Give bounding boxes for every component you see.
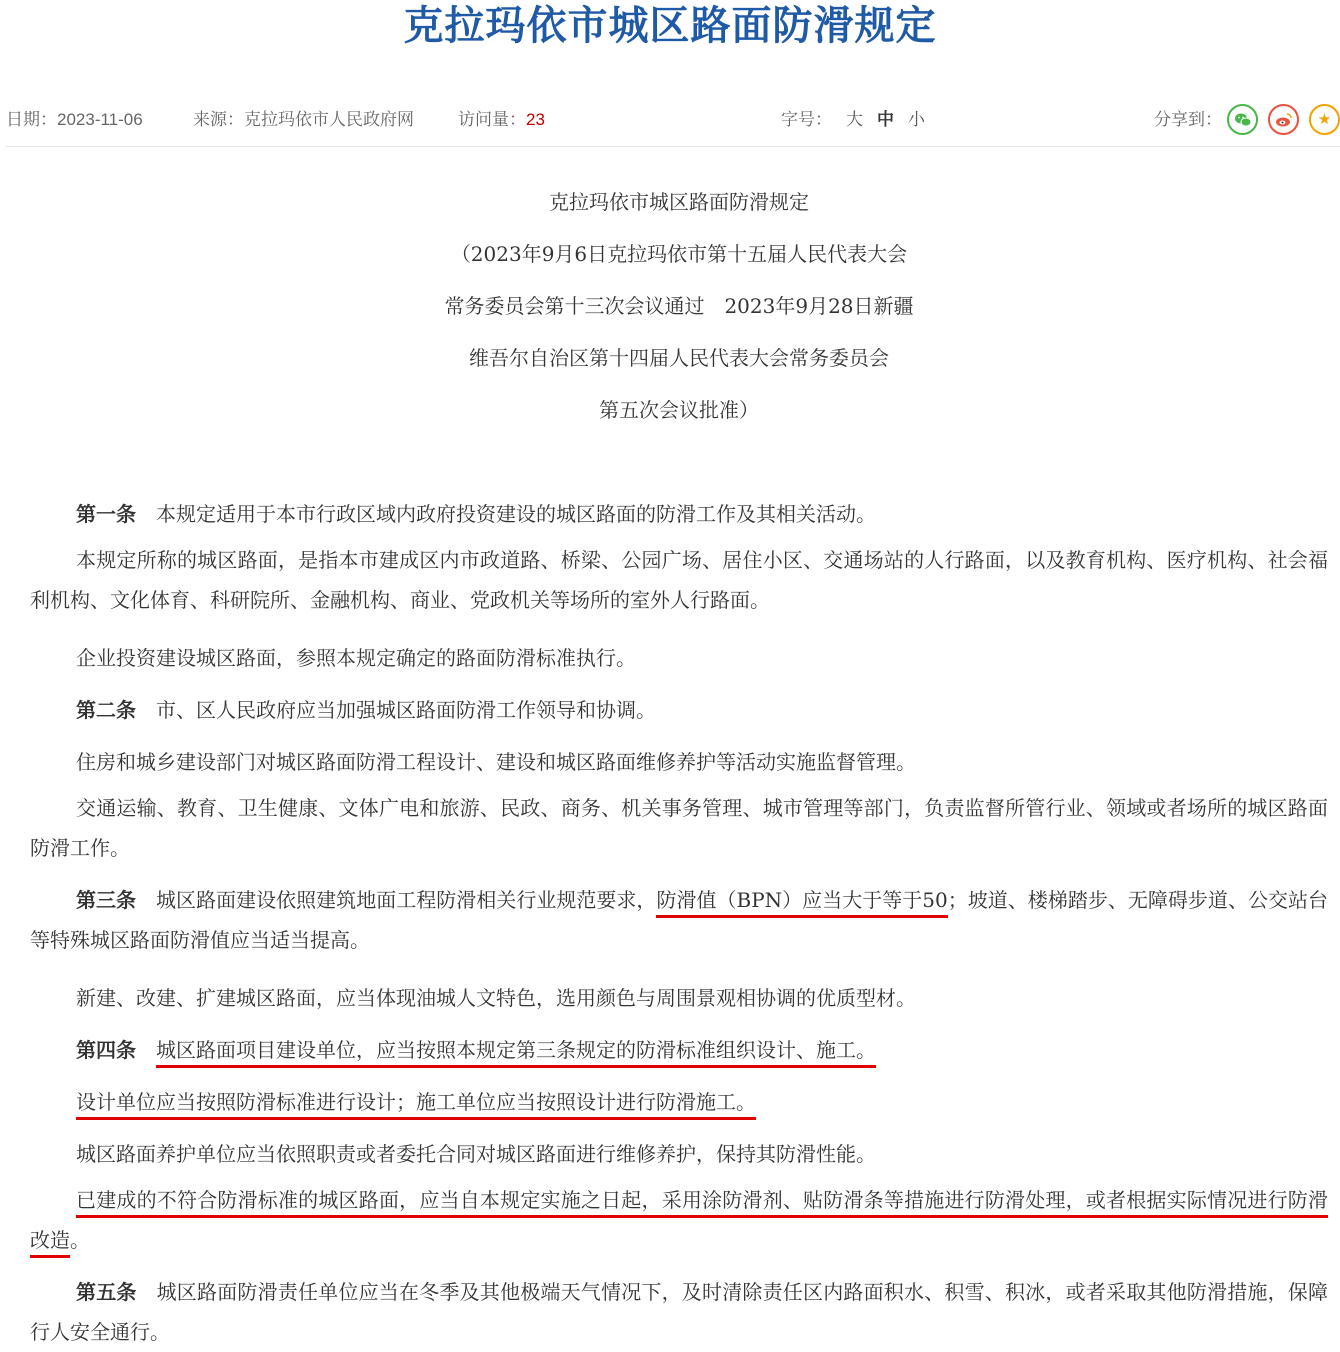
publish-date: 日期：2023-11-06 bbox=[6, 110, 143, 129]
share-label: 分享到： bbox=[1154, 110, 1222, 129]
paragraph: 本规定所称的城区路面，是指本市建成区内市政道路、桥梁、公园广场、居住小区、交通场站的人行路面，以及教育机构、医疗机构、社会福利机构、文化体育、科研院所、金融机构、商业、党政机关等场所的室外人行路面。 bbox=[30, 548, 1328, 612]
article-5: 第五条 城区路面防滑责任单位应当在冬季及其他极端天气情况下，及时清除责任区内路面积水、积雪、积冰，或者采取其他防滑措施，保障行人安全通行。 bbox=[30, 1280, 1329, 1344]
paragraph: 交通运输、教育、卫生健康、文体广电和旅游、民政、商务、机关事务管理、城市管理等部门，负责监督所管行业、领域或者场所的城区路面防滑工作。 bbox=[30, 796, 1328, 860]
underlined-text: 已建成的不符合防滑标准的城区路面，应当自本规定实施之日起，采用涂防滑剂、贴防滑条等措施进行防滑处理，或者根据实际情况进行防滑改造 bbox=[30, 1188, 1328, 1258]
font-size-medium-button[interactable]: 中 bbox=[877, 110, 894, 129]
paragraph: 城区路面养护单位应当依照职责或者委托合同对城区路面进行维修养护，保持其防滑性能。 bbox=[76, 1142, 876, 1166]
paragraph: 住房和城乡建设部门对城区路面防滑工程设计、建设和城区路面维修养护等活动实施监督管理。 bbox=[76, 750, 916, 774]
visit-count-value: 23 bbox=[526, 110, 545, 129]
underlined-text: 设计单位应当按照防滑标准进行设计；施工单位应当按照设计进行防滑施工。 bbox=[76, 1090, 756, 1120]
source: 来源：克拉玛依市人民政府网 bbox=[193, 110, 414, 129]
article-label: 第二条 bbox=[76, 698, 136, 722]
page-title: 克拉玛依市城区路面防滑规定 bbox=[403, 3, 937, 49]
visit-count bbox=[458, 100, 545, 140]
approval-note-line-1: （2023年9月6日克拉玛依市第十五届人民代表大会 bbox=[450, 242, 908, 266]
article-4 bbox=[30, 1024, 1328, 1076]
article-label: 第五条 bbox=[76, 1280, 137, 1304]
article-label: 第三条 bbox=[76, 888, 137, 912]
article-2: 第二条 市、区人民政府应当加强城区路面防滑工作领导和协调。 bbox=[76, 698, 656, 722]
approval-note-line-2: 常务委员会第十三次会议通过 2023年9月28日新疆 bbox=[444, 294, 914, 318]
star-icon[interactable]: ★ bbox=[1309, 104, 1340, 135]
paragraph: 企业投资建设城区路面，参照本规定确定的路面防滑标准执行。 bbox=[76, 646, 636, 670]
underlined-text: 城区路面项目建设单位，应当按照本规定第三条规定的防滑标准组织设计、施工。 bbox=[156, 1038, 876, 1068]
article-label: 第四条 bbox=[76, 1038, 136, 1062]
paragraph: 新建、改建、扩建城区路面，应当体现油城人文特色，选用颜色与周围景观相协调的优质型材。 bbox=[76, 986, 916, 1010]
approval-note-line-4: 第五次会议批准） bbox=[599, 398, 759, 422]
approval-note-line-3: 维吾尔自治区第十四届人民代表大会常务委员会 bbox=[469, 346, 889, 370]
share-icons bbox=[1227, 104, 1340, 135]
article-1: 第一条 本规定适用于本市行政区域内政府投资建设的城区路面的防滑工作及其相关活动。 bbox=[76, 502, 876, 526]
article-label: 第一条 bbox=[76, 502, 136, 526]
divider bbox=[6, 146, 1340, 147]
meta-bar bbox=[6, 100, 1340, 140]
article-3: 第三条 城区路面建设依照建筑地面工程防滑相关行业规范要求，防滑值（BPN）应当大于等于50；坡道、楼梯踏步、无障碍步道、公交站台等特殊城区路面防滑值应当适当提高。 bbox=[30, 888, 1329, 952]
font-size-control bbox=[781, 100, 939, 140]
font-size-large-button[interactable]: 大 bbox=[846, 110, 863, 129]
wechat-icon[interactable] bbox=[1227, 104, 1258, 135]
paragraph: 已建成的不符合防滑标准的城区路面，应当自本规定实施之日起，采用涂防滑剂、贴防滑条等措施进行防滑处理，或者根据实际情况进行防滑改造。 bbox=[30, 1180, 1328, 1260]
underlined-text: 防滑值（BPN）应当大于等于50 bbox=[656, 888, 947, 918]
weibo-icon[interactable] bbox=[1268, 104, 1299, 135]
regulation-title: 克拉玛依市城区路面防滑规定 bbox=[549, 190, 809, 214]
font-size-small-button[interactable]: 小 bbox=[908, 110, 925, 129]
article-body bbox=[30, 176, 1328, 1352]
paragraph bbox=[30, 1076, 1328, 1128]
visit-count-label: 访问量： bbox=[458, 110, 526, 129]
font-size-label: 字号： bbox=[781, 110, 832, 129]
